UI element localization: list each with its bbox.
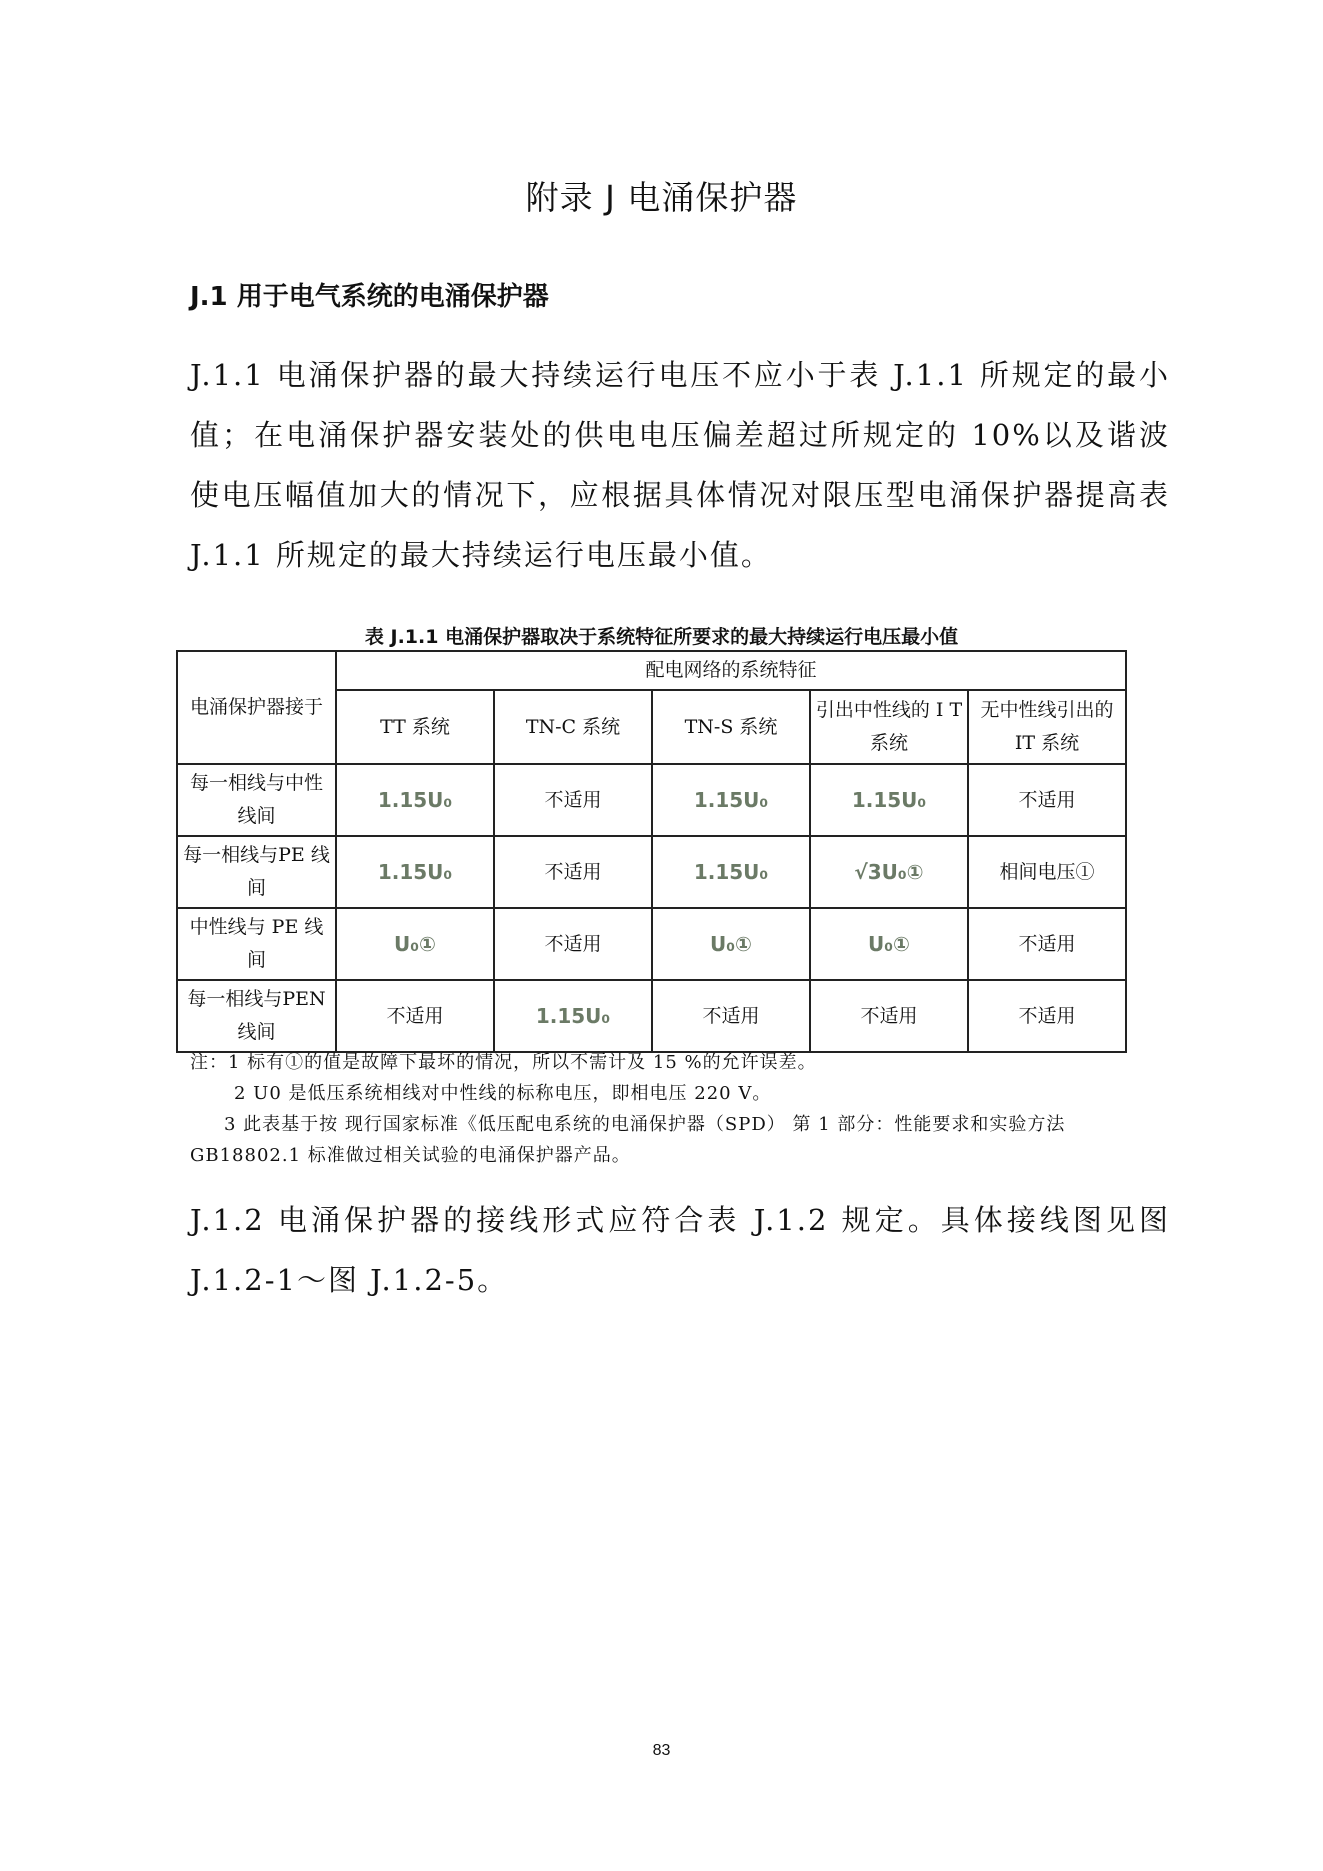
table-row <box>177 836 1126 908</box>
table-cell: 不适用 <box>652 980 810 1052</box>
row-label: 每一相线与中性线间 <box>177 764 336 836</box>
paragraph-j-1-1: J.1.1 电涌保护器的最大持续运行电压不应小于表 J.1.1 所规定的最小值；在电涌保护器安装处的供电电压偏差超过所规定的 10%以及谐波使电压幅值加大的情况下，应根据具体情况对限压型电涌保护器提高表 J.1.1 所规定的最大持续运行电压最小值。 <box>190 358 1170 572</box>
row-header-cell: 电涌保护器接于 <box>177 651 336 764</box>
row-label: 中性线与 PE 线间 <box>177 908 336 980</box>
column-header: TN-C 系统 <box>494 690 652 764</box>
table-row <box>177 764 1126 836</box>
table-cell: 1.15U₀ <box>336 764 494 836</box>
table-cell: 相间电压① <box>968 836 1126 908</box>
table-header-row <box>177 651 1126 690</box>
column-header: 无中性线引出的 IT 系统 <box>968 690 1126 764</box>
table-cell: 不适用 <box>494 764 652 836</box>
page-number: 83 <box>652 1742 671 1759</box>
table-row <box>177 980 1126 1052</box>
table-notes <box>190 1047 1170 1171</box>
table-cell: U₀① <box>810 908 968 980</box>
note-2: 2 U0 是低压系统相线对中性线的标称电压，即相电压 220 V。 <box>234 1083 772 1104</box>
row-label: 每一相线与PEN 线间 <box>177 980 336 1052</box>
table-cell: U₀① <box>336 908 494 980</box>
table-row <box>177 908 1126 980</box>
table-cell: 不适用 <box>968 908 1126 980</box>
table-cell: 不适用 <box>968 980 1126 1052</box>
table-cell: 1.15U₀ <box>652 836 810 908</box>
note-1: 注：1 标有①的值是故障下最坏的情况，所以不需计及 15 %的允许误差。 <box>190 1052 817 1073</box>
column-header: TN-S 系统 <box>652 690 810 764</box>
table-caption: 表 J.1.1 电涌保护器取决于系统特征所要求的最大持续运行电压最小值 <box>364 626 959 648</box>
column-header: 引出中性线的 I T 系统 <box>810 690 968 764</box>
table-cell: 1.15U₀ <box>810 764 968 836</box>
table-cell: 不适用 <box>336 980 494 1052</box>
table-cell: U₀① <box>652 908 810 980</box>
appendix-title: 附录 J 电涌保护器 <box>525 178 798 217</box>
paragraph-j-1-2: J.1.2 电涌保护器的接线形式应符合表 J.1.2 规定。具体接线图见图 J.1.2-1～图 J.1.2-5。 <box>190 1203 1170 1297</box>
row-label: 每一相线与PE 线间 <box>177 836 336 908</box>
table-cell: √3U₀① <box>810 836 968 908</box>
group-header-cell: 配电网络的系统特征 <box>336 651 1126 690</box>
table-cell: 不适用 <box>810 980 968 1052</box>
table-cell: 1.15U₀ <box>652 764 810 836</box>
spd-voltage-table <box>176 650 1127 1053</box>
table-cell: 不适用 <box>968 764 1126 836</box>
note-3: 3 此表基于按 现行国家标准《低压配电系统的电涌保护器（SPD） 第 1 部分：性能要求和实验方法 GB18802.1 标准做过相关试验的电涌保护器产品。 <box>190 1114 1066 1166</box>
column-header: TT 系统 <box>336 690 494 764</box>
table-cell: 不适用 <box>494 908 652 980</box>
section-heading: J.1 用于电气系统的电涌保护器 <box>190 282 549 312</box>
table-cell: 不适用 <box>494 836 652 908</box>
table-cell: 1.15U₀ <box>494 980 652 1052</box>
table-cell: 1.15U₀ <box>336 836 494 908</box>
